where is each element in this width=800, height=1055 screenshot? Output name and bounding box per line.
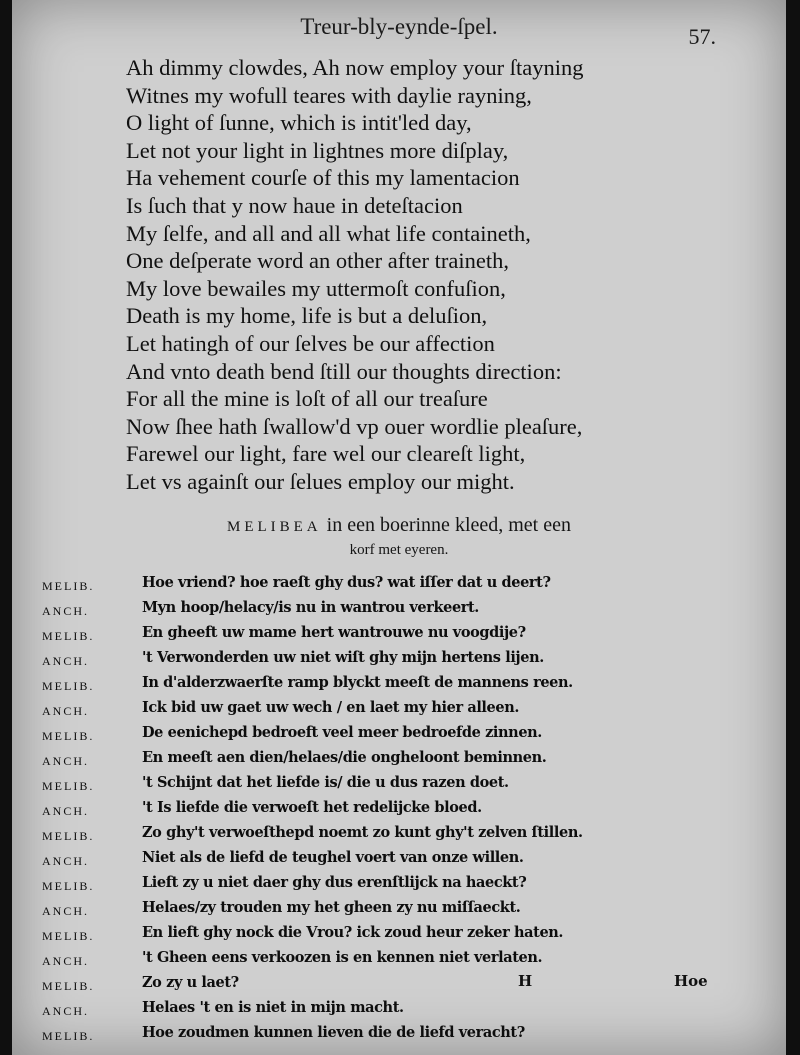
dialogue-line: Lieft zy u niet daer ghy dus erenſtlijck na haeckt? — [142, 874, 527, 891]
speaker-name: ANCH. — [42, 804, 90, 818]
stage-text-1: in een boerinne kleed, met een — [326, 514, 571, 536]
dialogue-row — [42, 597, 762, 622]
dialogue-row — [42, 947, 762, 972]
verse-block — [126, 54, 726, 496]
dialogue-line: En lieft ghy nock die Vrou? ick zoud heur zeker haten. — [142, 924, 564, 941]
verse-line: And vnto death bend ſtill our thoughts direction: — [126, 358, 562, 384]
page-number: 57. — [688, 24, 716, 49]
dialogue-line: 't Schijnt dat het liefde is/ die u dus razen doet. — [142, 774, 509, 791]
book-page — [12, 0, 786, 1055]
dialogue-row — [42, 822, 762, 847]
speaker-name: ANCH. — [42, 1004, 90, 1018]
verse-line: For all the mine is loſt of all our treaſure — [126, 386, 488, 412]
catchword: Hoe — [674, 972, 708, 990]
dialogue-row — [42, 622, 762, 647]
speaker-name: MELIB. — [42, 979, 95, 993]
speaker-name: ANCH. — [42, 854, 90, 868]
verse-line: Farewel our light, fare wel our cleareſt light, — [126, 441, 526, 467]
verse-line: Ah dimmy clowdes, Ah now employ your ſtayning — [126, 55, 584, 80]
dialogue-line: In d'alderzwaerſte ramp blyckt meeſt de mannens reen. — [142, 674, 573, 691]
speaker-name: MELIB. — [42, 729, 95, 743]
verse-line: My ſelfe, and all and all what life containeth, — [126, 220, 531, 246]
speaker-name: ANCH. — [42, 954, 90, 968]
verse-line: Is ſuch that y now haue in deteſtacion — [126, 192, 463, 218]
speaker-name: MELIB. — [42, 579, 95, 593]
speaker-name: MELIB. — [42, 779, 95, 793]
dialogue-row — [42, 722, 762, 747]
speaker-name: ANCH. — [42, 704, 90, 718]
dialogue-line: Helaes 't en is niet in mijn macht. — [142, 999, 404, 1016]
dialogue-row — [42, 872, 762, 897]
verse-line: Witnes my wofull teares with daylie rayning, — [126, 82, 532, 108]
dialogue-line: De eenichepd bedroeft veel meer bedroefde zinnen. — [142, 724, 542, 741]
speaker-name: MELIB. — [42, 929, 95, 943]
verse-line: Let hatingh of our ſelves be our affection — [126, 330, 495, 356]
dialogue-row — [42, 847, 762, 872]
dialogue-row — [42, 672, 762, 697]
dialogue-row — [42, 1022, 762, 1047]
verse-line: One deſperate word an other after traineth, — [126, 248, 509, 274]
dialogue-line: Zo zy u laet? — [142, 974, 239, 991]
dialogue-row — [42, 797, 762, 822]
dialogue-row — [42, 772, 762, 797]
dialogue-line: Zo ghy't verwoeſthepd noemt zo kunt ghy't zelven ſtillen. — [142, 824, 583, 841]
stage-speaker: MELIBEA — [226, 519, 322, 535]
speaker-name: MELIB. — [42, 1029, 95, 1043]
dialogue-row — [42, 572, 762, 597]
dialogue-row — [42, 647, 762, 672]
verse-line: My love bewailes my uttermoſt confuſion, — [126, 275, 506, 301]
dialogue-line: Helaes/zy trouden my het gheen zy nu miſſaeckt. — [142, 899, 521, 916]
speaker-name: MELIB. — [42, 879, 95, 893]
dialogue-line: 't Gheen eens verkoozen is en kennen niet verlaten. — [142, 949, 543, 966]
verse-line: Let vs againſt our ſelues employ our might. — [126, 468, 515, 494]
dialogue-line: En gheeft uw mame hert wantrouwe nu voogdije? — [142, 624, 526, 641]
speaker-name: ANCH. — [42, 904, 90, 918]
dialogue-row — [42, 922, 762, 947]
verse-line: Ha vehement courſe of this my lamentacion — [126, 165, 520, 191]
dialogue-line: 't Is liefde die verwoeſt het redelijcke bloed. — [142, 799, 482, 816]
dialogue-line: Hoe zoudmen kunnen lieven die de liefd veracht? — [142, 1024, 525, 1041]
signature-mark: H — [518, 972, 533, 990]
stage-text-2: korf met eyeren. — [349, 542, 449, 558]
dialogue-line: Myn hoop/helacy/is nu in wantrou verkeert. — [142, 599, 479, 616]
dialogue-row — [42, 697, 762, 722]
speaker-name: ANCH. — [42, 754, 90, 768]
dialogue-line: 't Verwonderden uw niet wiſt ghy mijn hertens lijen. — [142, 649, 544, 666]
dialogue-row — [42, 972, 762, 997]
speaker-name: MELIB. — [42, 829, 95, 843]
dialogue-block — [42, 572, 762, 1047]
verse-line: O light of ſunne, which is intit'led day, — [126, 110, 472, 136]
dialogue-row — [42, 747, 762, 772]
speaker-name: MELIB. — [42, 629, 95, 643]
speaker-name: MELIB. — [42, 679, 95, 693]
verse-line: Death is my home, life is but a deluſion, — [126, 303, 488, 329]
verse-line: Now ſhee hath ſwallow'd vp ouer wordlie pleaſure, — [126, 413, 583, 439]
speaker-name: ANCH. — [42, 654, 90, 668]
running-head: Treur-bly-eynde-ſpel. — [300, 14, 498, 39]
dialogue-line: Hoe vriend? hoe raeſt ghy dus? wat iſſer dat u deert? — [142, 574, 551, 591]
dialogue-line: Ick bid uw gaet uw wech / en laet my hier alleen. — [142, 699, 519, 716]
stage-direction — [12, 512, 786, 560]
dialogue-row — [42, 997, 762, 1022]
dialogue-row — [42, 897, 762, 922]
dialogue-line: Niet als de liefd de teughel voert van onze willen. — [142, 849, 524, 866]
verse-line: Let not your light in lightnes more diſplay, — [126, 137, 509, 163]
dialogue-line: En meeſt aen dien/helaes/die ongheloont beminnen. — [142, 749, 547, 766]
speaker-name: ANCH. — [42, 604, 90, 618]
